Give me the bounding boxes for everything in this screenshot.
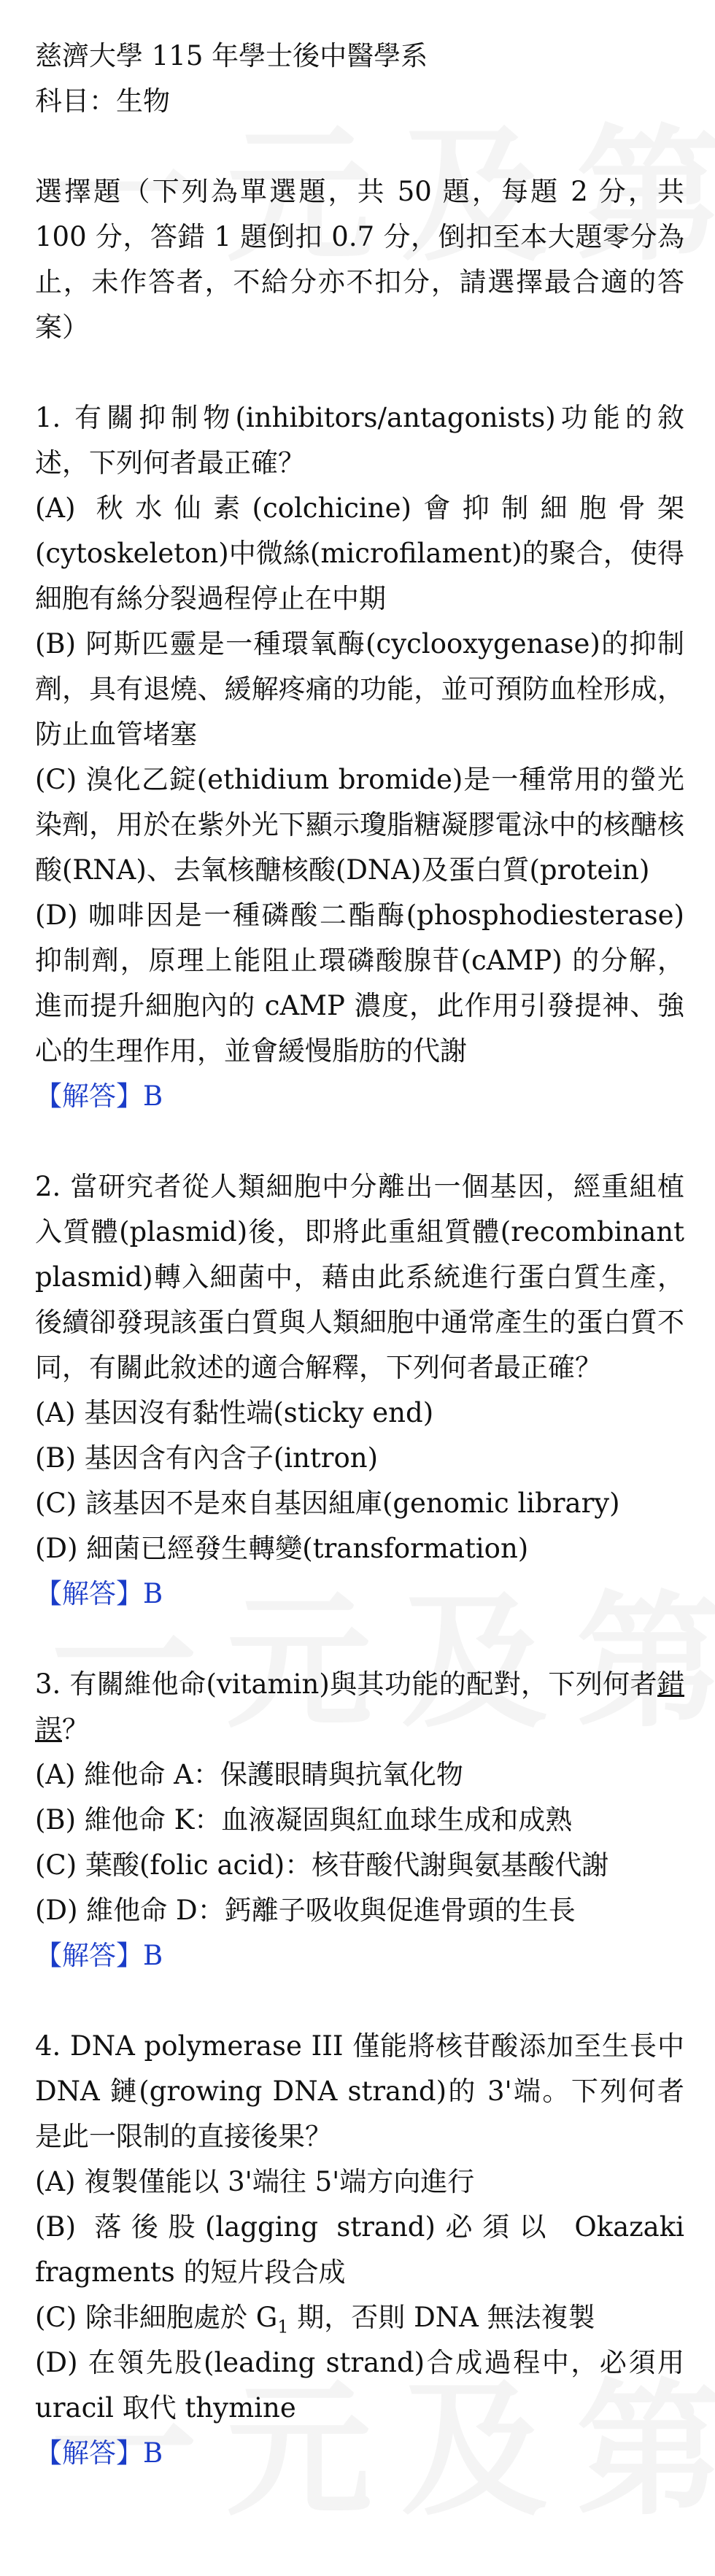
- exam-document: [35, 34, 684, 2476]
- stem-end: ？: [62, 1714, 89, 1745]
- option-a: (A) 秋水仙素(colchicine)會抑制細胞骨架(cytoskeleton)中微絲(microfilament)的聚合，使得細胞有絲分裂過程停止在中期: [35, 492, 684, 614]
- option-b: (B) 阿斯匹靈是一種環氧酶(cyclooxygenase)的抑制劑，具有退燒、緩解疼痛的功能，並可預防血栓形成，防止血管堵塞: [35, 628, 684, 750]
- option-b: (B) 基因含有內含子(intron): [35, 1442, 379, 1474]
- stem-underlined: 錯誤: [35, 1668, 684, 1745]
- option-b: (B) 落後股(lagging strand)必須以 Okazaki fragments 的短片段合成: [35, 2211, 684, 2288]
- answer-line: [35, 2431, 684, 2476]
- answer-value: B: [143, 2437, 163, 2469]
- question-1: [35, 395, 684, 1119]
- question-stem: [35, 1662, 684, 1752]
- question-4: [35, 2024, 684, 2476]
- question-stem: 2. 當研究者從人類細胞中分離出一個基因，經重組植入質體(plasmid)後，即將此重組質體(recombinant plasmid)轉入細菌中，藉由此系統進行蛋白質生產，後續卻發現該蛋白質與人類細胞中通常產生的蛋白質不同，有關此敘述的適合解釋，下列何者最正確？: [35, 1171, 684, 1383]
- option-d: (D) 維他命 D：鈣離子吸收與促進骨頭的生長: [35, 1895, 576, 1926]
- option-c: [35, 2295, 684, 2340]
- option-c-text-end: 期，否則 DNA 無法複製: [288, 2302, 595, 2333]
- option-c: (C) 溴化乙錠(ethidium bromide)是一種常用的螢光染劑，用於在紫外光下顯示瓊脂糖凝膠電泳中的核醣核酸(RNA)、去氧核醣核酸(DNA)及蛋白質(protein): [35, 764, 684, 886]
- option-d: (D) 細菌已經發生轉變(transformation): [35, 1533, 529, 1564]
- option-d: (D) 咖啡因是一種磷酸二酯酶(phosphodiesterase)抑制劑，原理上能阻止環磷酸腺苷(cAMP) 的分解，進而提升細胞內的 cAMP 濃度，此作用引發提神、強心的生理作用，並會緩慢脂肪的代謝: [35, 900, 684, 1067]
- option-c-text: (C) 除非細胞處於 G: [35, 2302, 278, 2333]
- answer-label: 【解答】: [35, 1940, 143, 1971]
- option-d: (D) 在領先股(leading strand)合成過程中，必須用 uracil 取代 thymine: [35, 2347, 684, 2424]
- answer-label: 【解答】: [35, 1578, 143, 1609]
- answer-value: B: [143, 1080, 163, 1112]
- option-c: (C) 該基因不是來自基因組庫(genomic library): [35, 1488, 620, 1519]
- answer-label: 【解答】: [35, 2437, 143, 2469]
- option-a: (A) 基因沒有黏性端(sticky end): [35, 1397, 434, 1428]
- answer-value: B: [143, 1940, 163, 1971]
- instructions: 選擇題（下列為單選題，共 50 題，每題 2 分，共 100 分，答錯 1 題倒扣 0.7 分，倒扣至本大題零分為止，未作答者，不給分亦不扣分，請選擇最合適的答案）: [35, 176, 684, 343]
- exam-title: 慈濟大學 115 年學士後中醫學系: [35, 40, 428, 71]
- question-stem: 4. DNA polymerase III 僅能將核苷酸添加至生長中 DNA 鏈(growing DNA strand)的 3'端。下列何者是此一限制的直接後果？: [35, 2030, 684, 2152]
- stem-text: 3. 有關維他命(vitamin)與其功能的配對，下列何者: [35, 1668, 657, 1700]
- option-a: (A) 維他命 A：保護眼睛與抗氧化物: [35, 1759, 463, 1790]
- option-c: (C) 葉酸(folic acid)：核苷酸代謝與氨基酸代謝: [35, 1849, 609, 1881]
- question-2: [35, 1164, 684, 1617]
- option-b: (B) 維他命 K：血液凝固與紅血球生成和成熟: [35, 1804, 573, 1836]
- answer-line: [35, 1571, 684, 1617]
- question-3: [35, 1662, 684, 1979]
- question-stem: 1. 有關抑制物(inhibitors/antagonists)功能的敘述，下列何者最正確？: [35, 402, 684, 479]
- option-c-subscript: 1: [277, 2316, 289, 2337]
- option-a: (A) 複製僅能以 3'端往 5'端方向進行: [35, 2166, 475, 2197]
- exam-subject: 科目：生物: [35, 85, 170, 117]
- answer-line: [35, 1074, 684, 1119]
- answer-value: B: [143, 1578, 163, 1609]
- answer-label: 【解答】: [35, 1080, 143, 1112]
- answer-line: [35, 1933, 684, 1979]
